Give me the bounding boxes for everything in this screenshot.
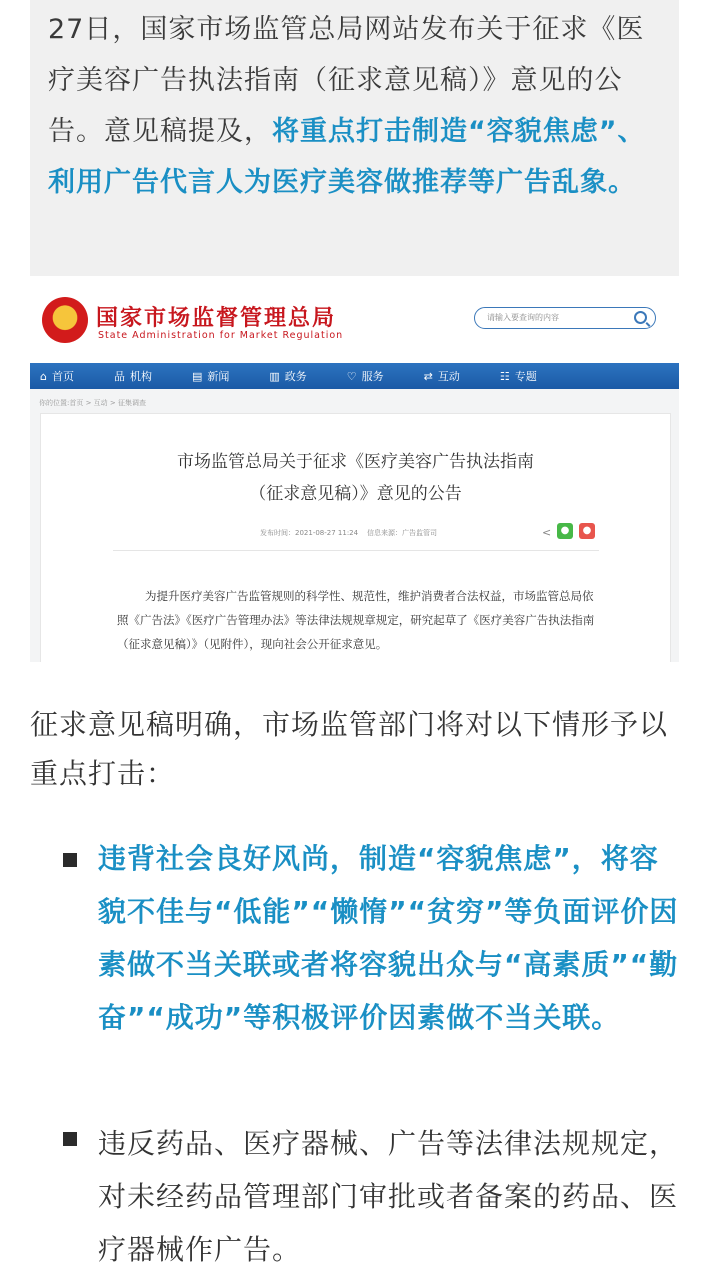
article-source: 信息来源：广告监管司 — [367, 529, 437, 537]
nav-label: 政务 — [284, 370, 307, 383]
nav-label: 专题 — [514, 370, 537, 383]
main-nav — [30, 363, 679, 389]
site-name: 国家市场监督管理总局 — [96, 306, 337, 331]
nav-item-home[interactable] — [40, 368, 74, 384]
breadcrumb[interactable]: 你的位置:首页 > 互动 > 征集调查 — [39, 399, 146, 407]
interact-icon: ⇄ — [423, 369, 433, 383]
site-name-en: State Administration for Market Regulation — [98, 330, 344, 341]
nav-item-gov[interactable] — [269, 368, 306, 384]
divider — [113, 550, 599, 551]
news-icon: ▤ — [191, 369, 203, 383]
nav-label: 机构 — [129, 370, 152, 383]
lead-paragraph — [30, 0, 679, 276]
nav-label: 首页 — [51, 370, 74, 383]
share-icon[interactable]: < — [542, 526, 552, 539]
article-body-text: 为提升医疗美容广告监管规则的科学性、规范性，维护消费者合法权益，市场监管总局依照《广告法》《医疗广告管理办法》等法律法规规章规定，研究起草了《医疗美容广告执法指南（征求意见稿）》（见附件），现向社会公开征求意见。 — [117, 589, 595, 651]
nav-item-news[interactable] — [192, 368, 229, 384]
gov-icon: ▥ — [269, 369, 280, 383]
wechat-icon[interactable]: ● — [557, 523, 573, 539]
search-placeholder: 请输入要查询的内容 — [487, 313, 559, 322]
home-icon: ⌂ — [40, 369, 47, 383]
article-title — [41, 446, 670, 510]
bullet-icon — [63, 853, 77, 867]
bullet-icon — [63, 1132, 77, 1146]
article-title-line-1: 市场监管总局关于征求《医疗美容广告执法指南 — [177, 452, 534, 472]
article-title-line-2: （征求意见稿）》意见的公告 — [249, 484, 462, 504]
search-input[interactable] — [474, 307, 656, 329]
lead-text: 27日，国家市场监管总局网站发布关于征求《医疗美容广告执法指南（征求意见稿）》意见的公告。意见稿提及， — [48, 14, 645, 147]
article-meta — [260, 528, 437, 538]
nav-label: 新闻 — [207, 370, 230, 383]
embedded-screenshot — [30, 277, 679, 662]
list-item: 违反药品、医疗器械、广告等法律法规规定，对未经药品管理部门审批或者备案的药品、医疗器械作广告。 — [98, 1127, 679, 1266]
national-emblem-icon — [42, 297, 88, 343]
body-paragraph: 征求意见稿明确，市场监管部门将对以下情形予以重点打击： — [30, 708, 669, 790]
nav-item-service[interactable] — [347, 368, 384, 384]
weibo-icon[interactable]: ● — [579, 523, 595, 539]
article-body — [117, 584, 603, 656]
nav-item-org[interactable] — [114, 368, 152, 384]
lead-highlight: 将重点打击制造“容貌焦虑”、利用广告代言人为医疗美容做推荐等广告乱象。 — [48, 116, 646, 198]
list-item: 违背社会良好风尚，制造“容貌焦虑”，将容貌不佳与“低能”“懒惰”“贫穷”等负面评价因素做不当关联或者将容貌出众与“高素质”“勤奋”“成功”等积极评价因素做不当关联。 — [98, 842, 679, 1034]
nav-label: 互动 — [437, 370, 460, 383]
topic-icon: ☷ — [499, 369, 510, 383]
org-icon: 品 — [113, 370, 125, 383]
nav-item-topic[interactable] — [500, 368, 537, 384]
nav-item-interact[interactable] — [424, 368, 460, 384]
search-icon[interactable] — [634, 311, 647, 324]
nav-label: 服务 — [361, 370, 384, 383]
service-icon: ♡ — [346, 369, 357, 383]
site-header — [30, 277, 679, 363]
publish-time: 发布时间：2021-08-27 11:24 — [260, 529, 359, 537]
article-card — [40, 413, 671, 662]
